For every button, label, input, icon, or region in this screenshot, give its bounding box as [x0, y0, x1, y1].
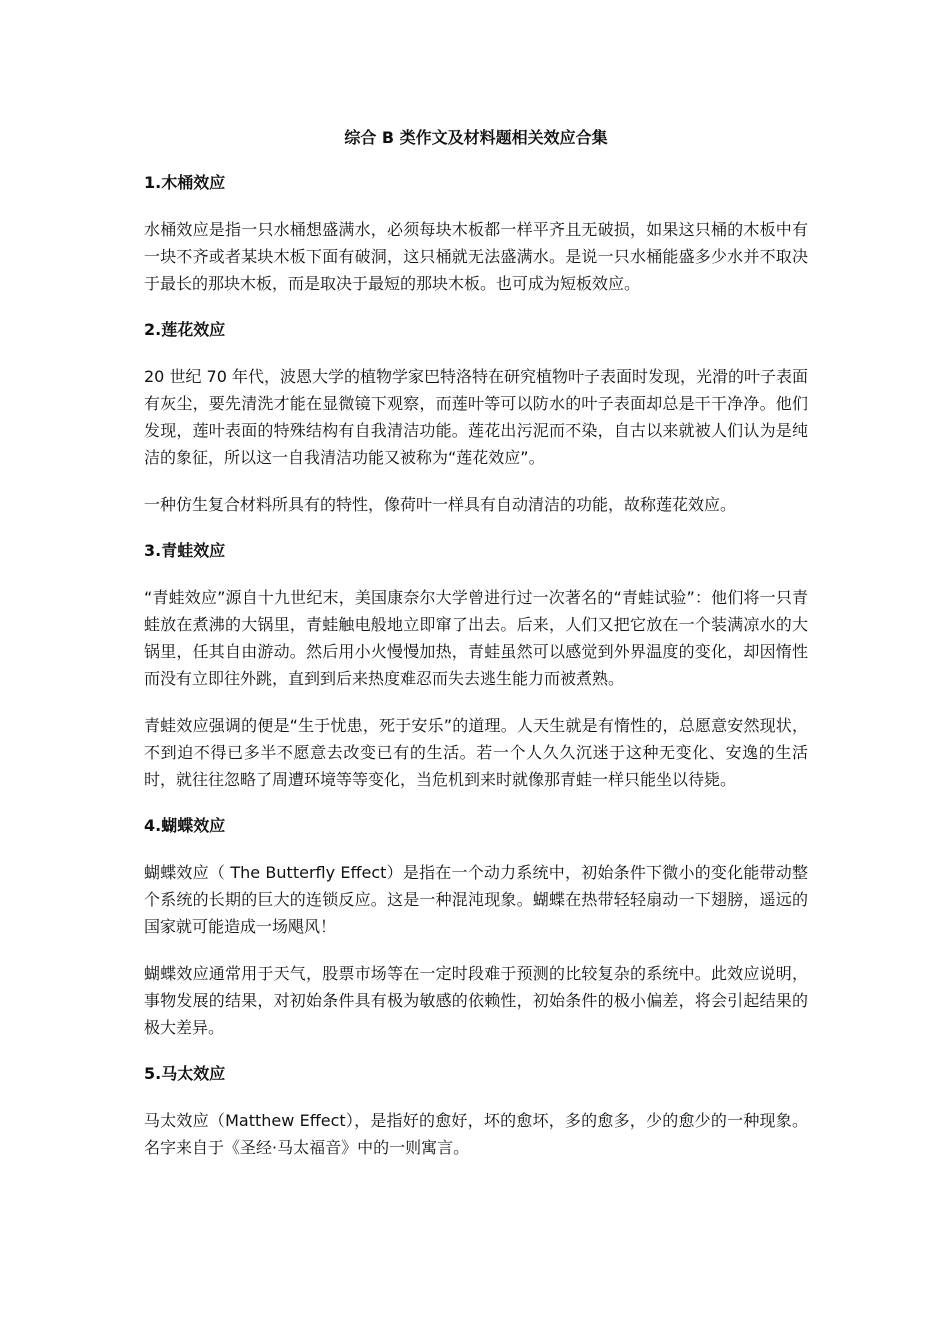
document-page: [144, 124, 808, 1181]
paragraph: 水桶效应是指一只水桶想盛满水，必须每块木板都一样平齐且无破损，如果这只桶的木板中有一块不齐或者某块木板下面有破洞，这只桶就无法盛满水。是说一只水桶能盛多少水并不取决于最长的那块木板，而是取决于最短的那块木板。也可成为短板效应。: [144, 220, 808, 293]
paragraph: 一种仿生复合材料所具有的特性，像荷叶一样具有自动清洁的功能，故称莲花效应。: [144, 495, 737, 514]
section-heading: 4.蝴蝶效应: [144, 816, 226, 835]
paragraph: 青蛙效应强调的便是“生于忧患，死于安乐”的道理。人天生就是有惰性的，总愿意安然现状，不到迫不得已多半不愿意去改变已有的生活。若一个人久久沉迷于这种无变化、安逸的生活时，就往往忽略了周遭环境等等变化，当危机到来时就像那青蛙一样只能坐以待毙。: [144, 716, 808, 789]
paragraph: “青蛙效应”源自十九世纪末，美国康奈尔大学曾进行过一次著名的“青蛙试验”：他们将一只青蛙放在煮沸的大锅里，青蛙触电般地立即窜了出去。后来，人们又把它放在一个装满凉水的大锅里，任其自由游动。然后用小火慢慢加热，青蛙虽然可以感觉到外界温度的变化，却因惰性而没有立即往外跳，直到到后来热度难忍而失去逃生能力而被煮熟。: [144, 588, 808, 688]
section-butterfly: [144, 813, 808, 1041]
paragraph: 20 世纪 70 年代，波恩大学的植物学家巴特洛特在研究植物叶子表面时发现，光滑的叶子表面有灰尘，要先清洗才能在显微镜下观察，而莲叶等可以防水的叶子表面却总是干干净净。他们发现，莲叶表面的特殊结构有自我清洁功能。莲花出污泥而不染，自古以来就被人们认为是纯洁的象征，所以这一自我清洁功能又被称为“莲花效应”。: [144, 367, 808, 467]
section-lotus: [144, 317, 808, 518]
paragraph: 马太效应（Matthew Effect），是指好的愈好，坏的愈坏，多的愈多，少的愈少的一种现象。名字来自于《圣经·马太福音》中的一则寓言。: [144, 1111, 808, 1157]
section-matthew: [144, 1061, 808, 1161]
section-heading: 3.青蛙效应: [144, 541, 226, 560]
section-frog: [144, 538, 808, 793]
section-heading: 2.莲花效应: [144, 320, 226, 339]
section-wooden-bucket: [144, 170, 808, 297]
section-heading: 5.马太效应: [144, 1064, 226, 1083]
paragraph: 蝴蝶效应通常用于天气，股票市场等在一定时段难于预测的比较复杂的系统中。此效应说明，事物发展的结果，对初始条件具有极为敏感的依赖性，初始条件的极小偏差，将会引起结果的极大差异。: [144, 964, 808, 1037]
section-heading: 1.木桶效应: [144, 173, 226, 192]
document-title: 综合 B 类作文及材料题相关效应合集: [344, 128, 608, 147]
paragraph: 蝴蝶效应（ The Butterfly Effect）是指在一个动力系统中，初始条件下微小的变化能带动整个系统的长期的巨大的连锁反应。这是一种混沌现象。蝴蝶在热带轻轻扇动一下翅膀，遥远的国家就可能造成一场飓风！: [144, 863, 808, 936]
